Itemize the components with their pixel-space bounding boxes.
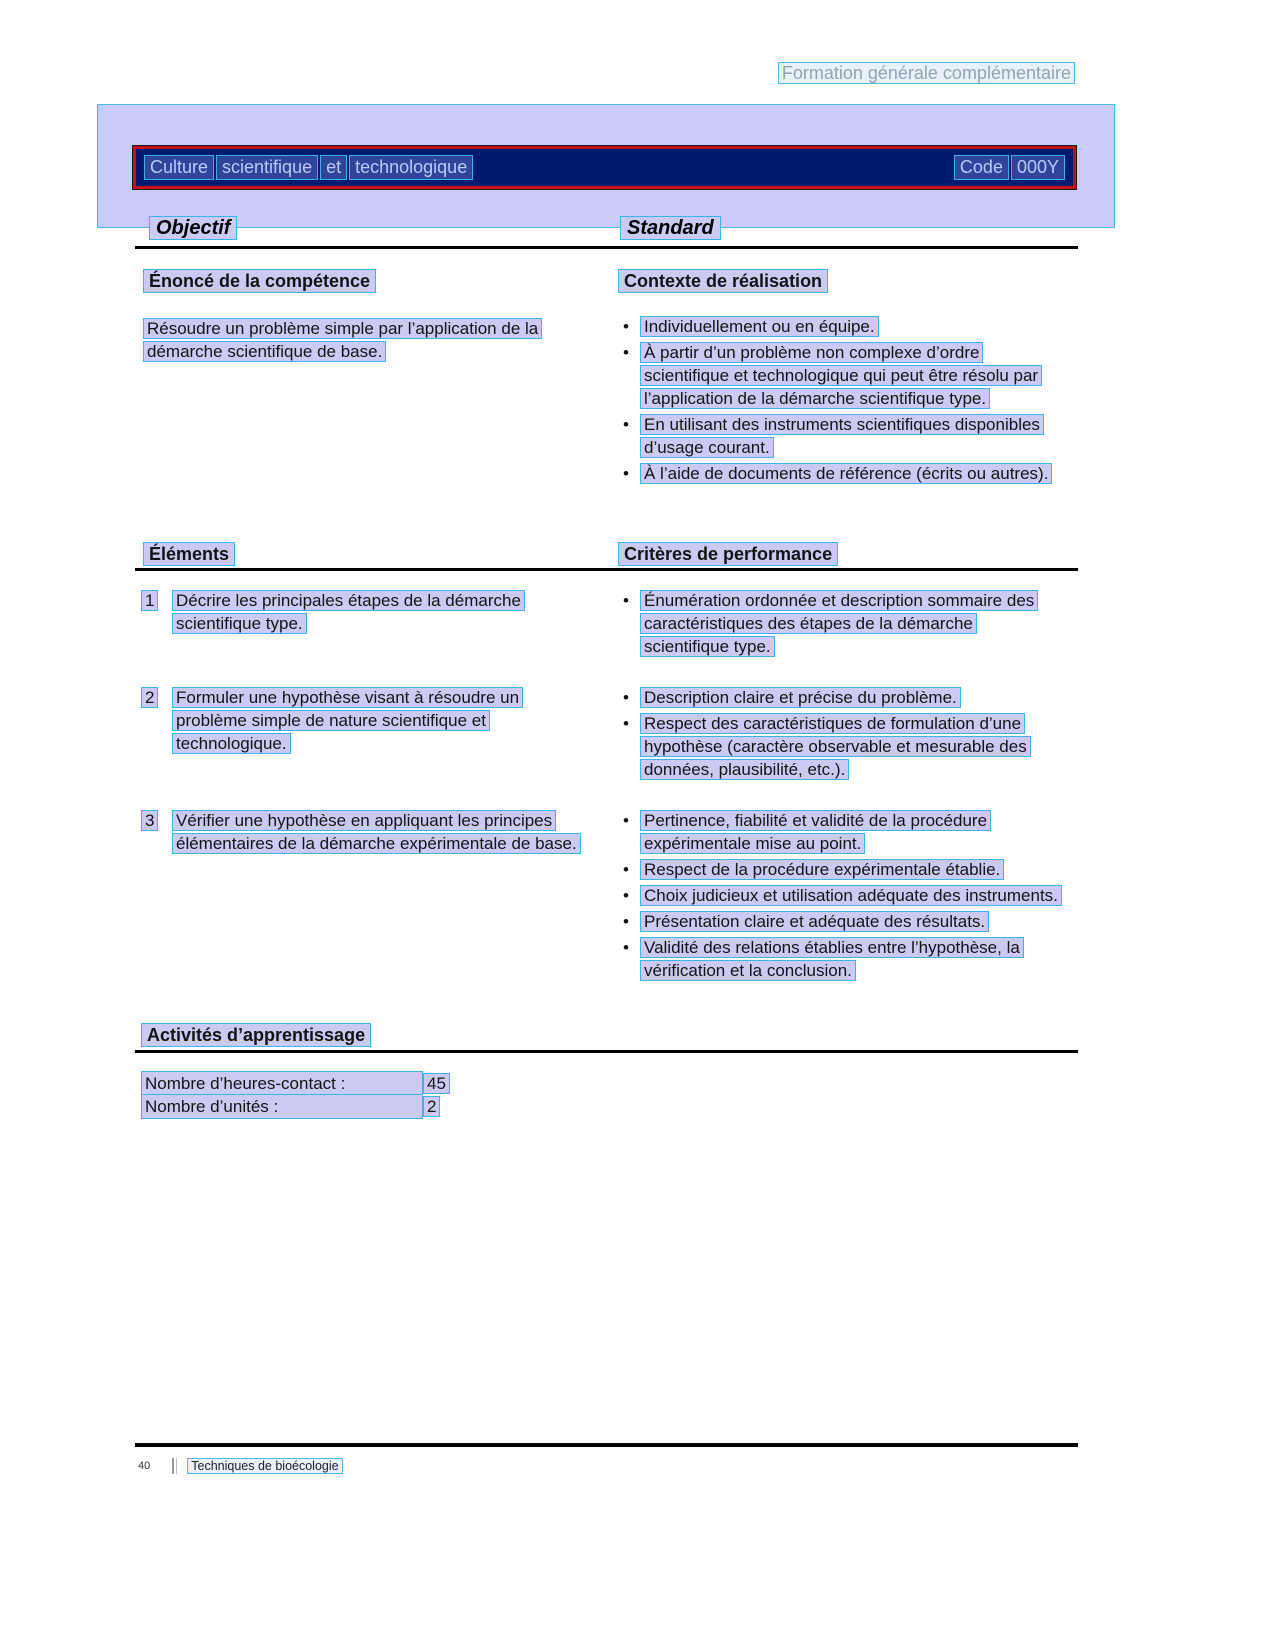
criterion-text: Validité des relations établies entre l’hypothèse, la vérification et la conclusion. xyxy=(640,937,1024,981)
list-item xyxy=(615,341,1078,410)
context-heading: Contexte de réalisation xyxy=(618,269,828,293)
bullet-icon xyxy=(615,686,640,709)
criterion-text: Présentation claire et adéquate des résultats. xyxy=(640,911,989,932)
bullet-text: Individuellement ou en équipe. xyxy=(640,316,879,337)
hours-label: Nombre d’heures-contact : xyxy=(141,1071,423,1096)
course-code-value: 000Y xyxy=(1011,155,1065,180)
bullet-icon xyxy=(615,884,640,907)
list-item xyxy=(615,413,1078,459)
bullet-icon xyxy=(615,341,640,410)
criteria-heading: Critères de performance xyxy=(618,542,838,566)
criterion-text: Description claire et précise du problème. xyxy=(640,687,961,708)
element-number: 1 xyxy=(141,590,158,611)
course-code-label: Code xyxy=(954,155,1009,180)
bullet-icon xyxy=(615,936,640,982)
list-item xyxy=(615,462,1078,485)
bullet-icon xyxy=(615,413,640,459)
units-label: Nombre d’unités : xyxy=(141,1094,423,1119)
units-value: 2 xyxy=(423,1096,440,1117)
criterion-text: Énumération ordonnée et description sommaire des caractéristiques des étapes de la démarche scientifique type. xyxy=(640,590,1038,657)
competence-statement xyxy=(135,317,565,363)
elements-header xyxy=(135,544,1078,565)
course-title xyxy=(144,155,473,180)
list-item xyxy=(615,858,1078,881)
header-note xyxy=(778,63,1075,84)
list-item xyxy=(615,686,1078,709)
course-title-bar xyxy=(133,146,1076,189)
list-item xyxy=(615,884,1078,907)
bullet-icon xyxy=(615,910,640,933)
element-number: 2 xyxy=(141,687,158,708)
course-code xyxy=(954,155,1065,180)
activities-heading-text: Activités d’apprentissage xyxy=(141,1023,371,1047)
page-number: 40 xyxy=(138,1460,151,1472)
element-row xyxy=(135,686,1078,784)
bullet-icon xyxy=(615,712,640,781)
separator-bar xyxy=(172,1458,177,1474)
columns-header xyxy=(135,217,1078,240)
list-item xyxy=(615,936,1078,982)
course-title-word: scientifique xyxy=(216,155,318,180)
page-footer xyxy=(138,1458,343,1474)
list-item xyxy=(615,910,1078,933)
bullet-icon xyxy=(615,462,640,485)
divider xyxy=(135,246,1078,249)
list-item xyxy=(615,589,1078,658)
element-row xyxy=(135,589,1078,661)
units-row xyxy=(135,1094,440,1119)
list-item xyxy=(615,809,1078,855)
element-text: Formuler une hypothèse visant à résoudre un problème simple de nature scientifique et technologique. xyxy=(172,687,523,754)
hours-row xyxy=(135,1071,450,1096)
element-number: 3 xyxy=(141,810,158,831)
bullet-icon xyxy=(615,589,640,658)
objectif-heading: Objectif xyxy=(149,216,237,240)
bullet-text: À l’aide de documents de référence (écrits ou autres). xyxy=(640,463,1052,484)
divider xyxy=(135,1443,1078,1447)
course-title-word: Culture xyxy=(144,155,214,180)
hours-value: 45 xyxy=(423,1073,450,1094)
criterion-text: Respect de la procédure expérimentale établie. xyxy=(640,859,1004,880)
bullet-icon xyxy=(615,315,640,338)
competence-statement-text: Résoudre un problème simple par l’application de la démarche scientifique de base. xyxy=(143,318,542,362)
element-row xyxy=(135,809,1078,985)
header-note-text: Formation générale complémentaire xyxy=(778,62,1075,84)
standard-heading: Standard xyxy=(620,216,721,240)
competence-section xyxy=(135,271,1078,488)
element-text: Vérifier une hypothèse en appliquant les principes élémentaires de la démarche expérimentale de base. xyxy=(172,810,581,854)
bullet-icon xyxy=(615,809,640,855)
bullet-text: À partir d’un problème non complexe d’ordre scientifique et technologique qui peut être résolu par l’application de la démarche scientifique type. xyxy=(640,342,1042,409)
divider xyxy=(135,1050,1078,1053)
criterion-text: Choix judicieux et utilisation adéquate des instruments. xyxy=(640,885,1062,906)
divider xyxy=(135,568,1078,571)
bullet-icon xyxy=(615,858,640,881)
list-item xyxy=(615,712,1078,781)
footer-label: Techniques de bioécologie xyxy=(187,1458,342,1474)
criterion-text: Respect des caractéristiques de formulation d’une hypothèse (caractère observable et mesurable des données, plausibilité, etc.). xyxy=(640,713,1031,780)
bullet-text: En utilisant des instruments scientifiques disponibles d’usage courant. xyxy=(640,414,1044,458)
elements-heading: Éléments xyxy=(143,542,235,566)
activities-section-heading xyxy=(135,1025,371,1046)
list-item xyxy=(615,315,1078,338)
competence-heading: Énoncé de la compétence xyxy=(143,269,376,293)
course-title-word: technologique xyxy=(349,155,473,180)
element-text: Décrire les principales étapes de la démarche scientifique type. xyxy=(172,590,525,634)
criterion-text: Pertinence, fiabilité et validité de la procédure expérimentale mise au point. xyxy=(640,810,991,854)
course-title-word: et xyxy=(320,155,347,180)
context-bullet-list xyxy=(615,315,1078,485)
elements-section xyxy=(135,589,1078,1010)
